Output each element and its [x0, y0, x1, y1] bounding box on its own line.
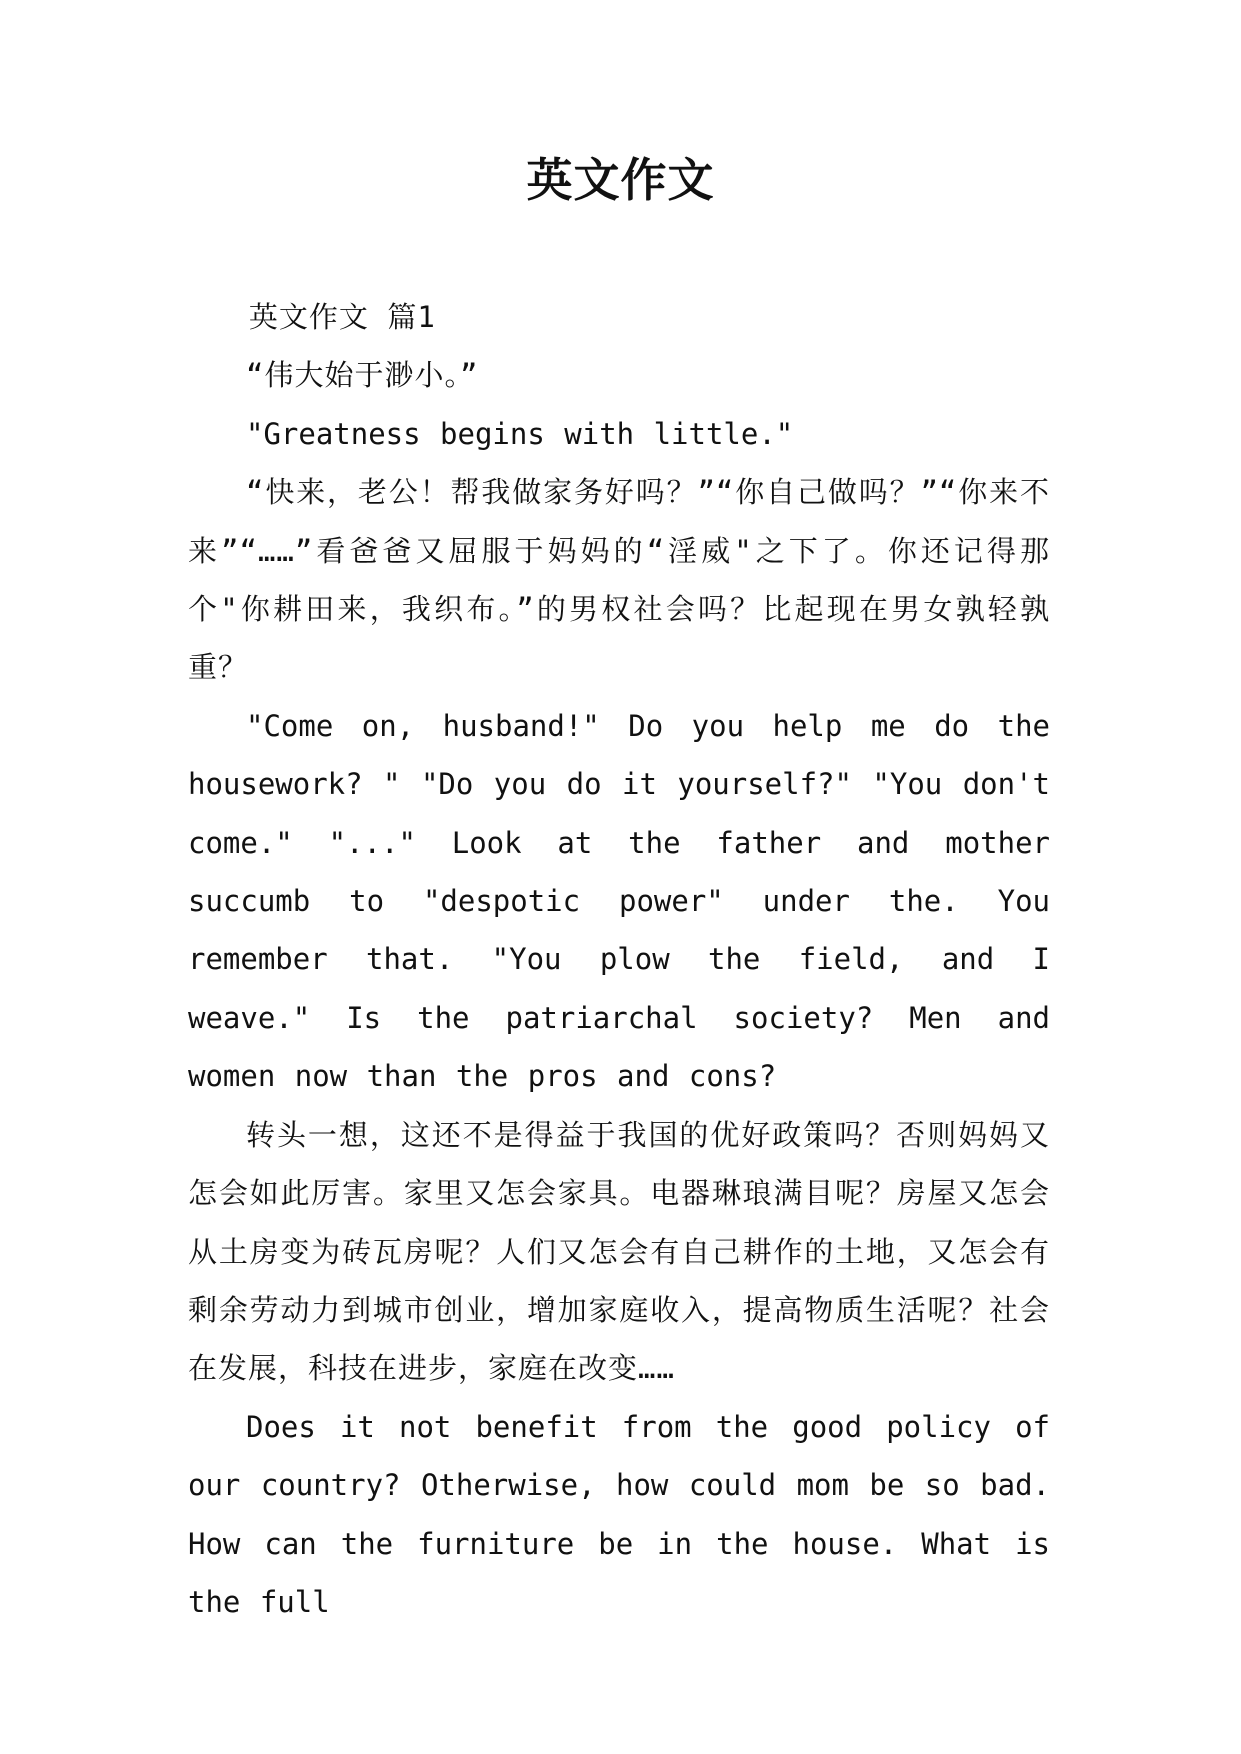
document-title: 英文作文 [526, 153, 715, 207]
paragraph-policy-cn: 转头一想，这还不是得益于我国的优好政策吗？否则妈妈又怎会如此厉害。家里又怎会家具。电器琳琅满目呢？房屋又怎会从土房变为砖瓦房呢？人们又怎会有自己耕作的土地，又怎会有剩余劳动力到城市创业，增加家庭收入，提高物质生活呢？社会在发展，科技在进步，家庭在改变…… [188, 1117, 1050, 1386]
paragraph-quote-cn: “伟大始于渺小。” [246, 358, 479, 393]
section-heading: 英文作文 篇1 [248, 300, 436, 334]
paragraph-policy-en: Does it not benefit from the good policy of our country? Otherwise, how could mom be so bad. How can the furniture be in the house. What is the full [188, 1409, 1050, 1619]
paragraph-dialogue-cn: “快来，老公！帮我做家务好吗？”“你自己做吗？”“你来不来”“……”看爸爸又屈服于妈妈的“淫威"之下了。你还记得那个"你耕田来，我织布。”的男权社会吗？比起现在男女孰轻孰重？ [188, 475, 1050, 685]
document-body [188, 288, 1050, 1631]
paragraph-quote-en: "Greatness begins with little." [246, 416, 794, 451]
paragraph-dialogue-en: "Come on, husband!" Do you help me do the housework? " "Do you do it yourself?" "You don't come." "..." Look at the father and mother succumb to "despotic power" under the. You remember that. "You plow the field, and I weave." Is the patriarchal society? Men and women now than the pros and cons? [188, 708, 1050, 1094]
